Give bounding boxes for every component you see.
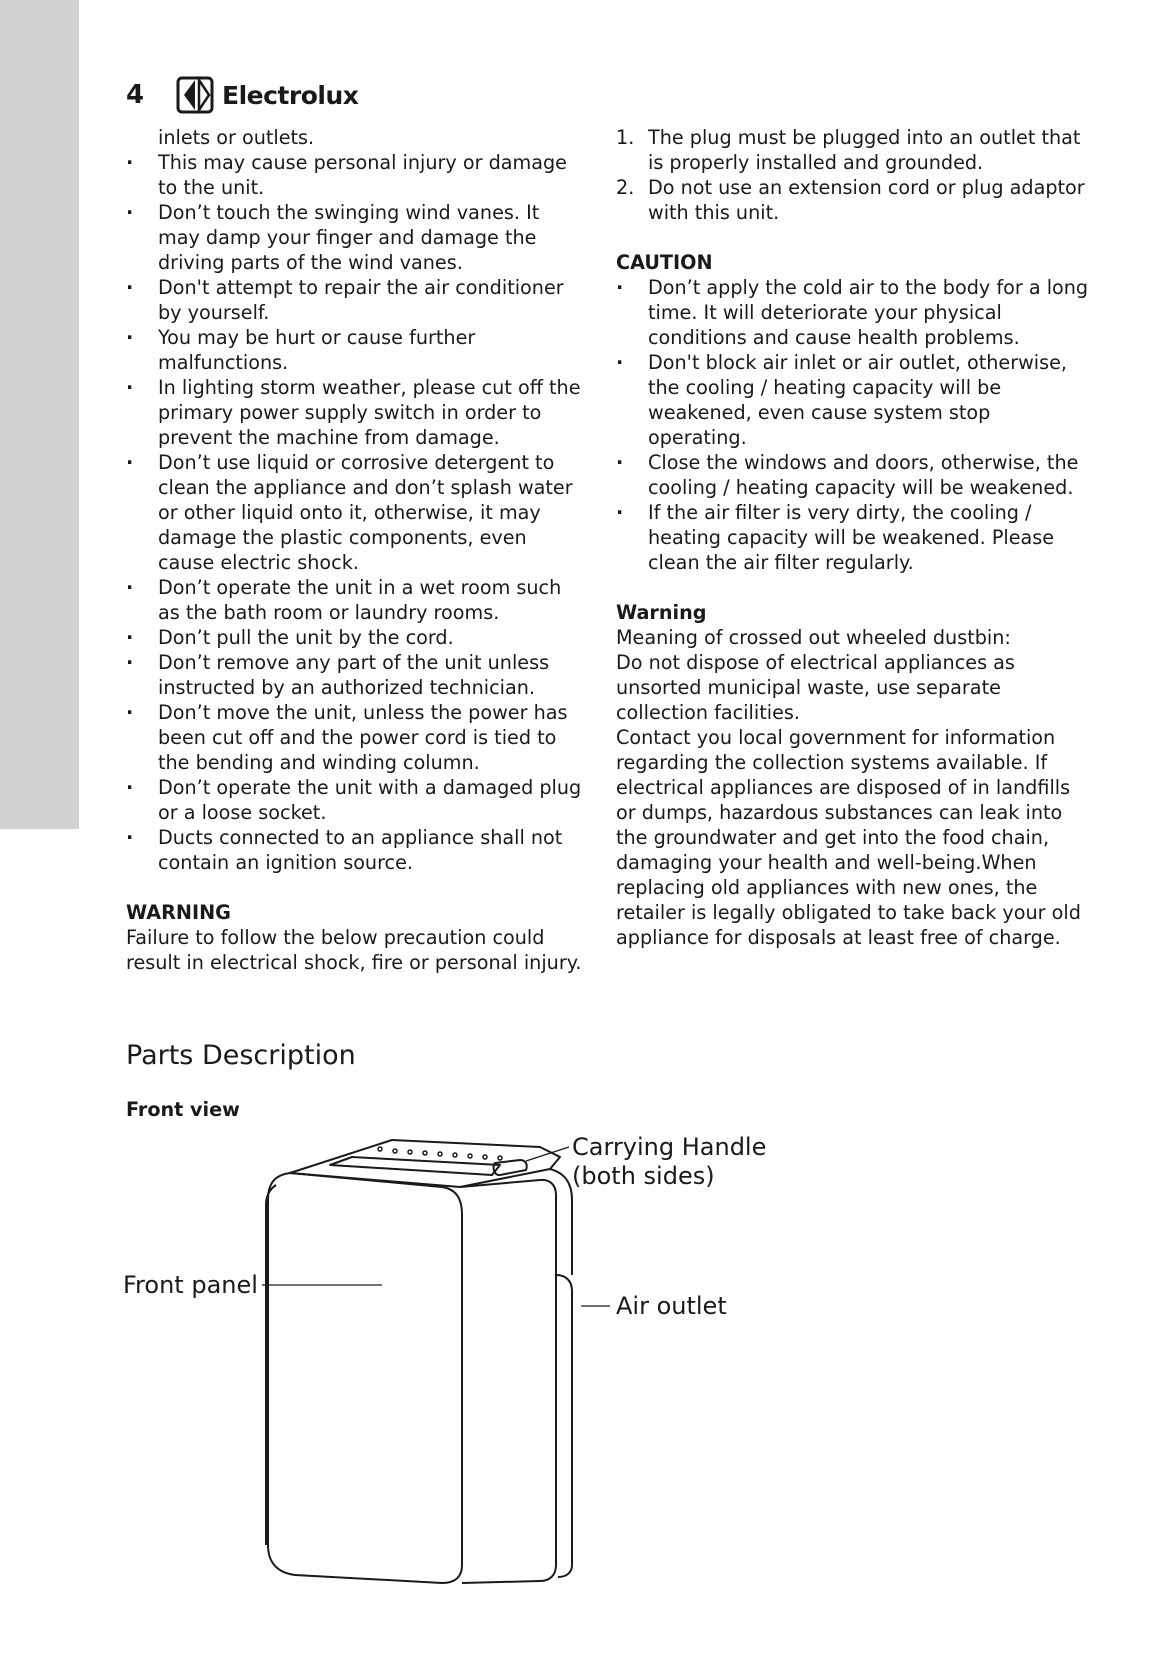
caution-heading: CAUTION [616, 251, 713, 274]
list-item: · Don’t use liquid or corrosive detergent to clean the appliance and don’t splash water or other liquid onto it, otherwise, it may damage the plastic components, even cause electric shock. [126, 450, 586, 575]
list-item: · Ducts connected to an appliance shall not contain an ignition source. [126, 825, 586, 875]
brand-name: Electrolux [222, 80, 359, 110]
page-number: 4 [126, 80, 145, 110]
side-tab [0, 0, 79, 829]
air-conditioner-illustration [266, 1140, 572, 1583]
carrying-handle-label: Carrying Handle [572, 1133, 767, 1161]
front-view-diagram [120, 1125, 840, 1595]
carrying-handle-sub-label: (both sides) [572, 1162, 715, 1190]
air-outlet-side-label: Air outlet [616, 1292, 727, 1320]
list-item: · Don’t touch the swinging wind vanes. It may damp your finger and damage the driving parts of the wind vanes. [126, 200, 586, 275]
list-marker: 1. [616, 126, 635, 149]
air-outlet-top-label [147, 1125, 258, 1126]
list-item: · Don’t operate the unit with a damaged plug or a loose socket. [126, 775, 586, 825]
brand-logo [176, 76, 358, 114]
section-title: Parts Description [126, 1040, 356, 1071]
list-item [616, 175, 1091, 225]
list-item: · Don't attempt to repair the air conditioner by yourself. [126, 275, 586, 325]
list-item: · Don’t move the unit, unless the power has been cut off and the power cord is tied to the bending and winding column. [126, 700, 586, 775]
caution-list [616, 275, 1091, 575]
list-item: · This may cause personal injury or damage to the unit. [126, 150, 586, 200]
list-item-text: The plug must be plugged into an outlet that is properly installed and grounded. [648, 126, 1081, 174]
list-item-text: Do not use an extension cord or plug adaptor with this unit. [648, 176, 1085, 224]
disposal-text: Do not dispose of electrical appliances as unsorted municipal waste, use separate collection facilities. [616, 651, 1015, 724]
warning-text: Failure to follow the below precaution could result in electrical shock, fire or personal injury. [126, 926, 582, 974]
left-column [126, 125, 586, 975]
disposal-warning-heading: Warning [616, 601, 707, 624]
list-item: · Don’t pull the unit by the cord. [126, 625, 586, 650]
list-item: · You may be hurt or cause further malfunctions. [126, 325, 586, 375]
list-item: · If the air filter is very dirty, the cooling / heating capacity will be weakened. Please clean the air filter regularly. [616, 500, 1091, 575]
disposal-text: Meaning of crossed out wheeled dustbin: [616, 626, 1011, 649]
list-item: · In lighting storm weather, please cut off the primary power supply switch in order to prevent the machine from damage. [126, 375, 586, 450]
safety-list [126, 150, 586, 875]
continuation-text: inlets or outlets. [158, 126, 315, 149]
leader-lines [257, 1125, 610, 1306]
front-panel-label: Front panel [123, 1271, 258, 1299]
numbered-list [616, 125, 1091, 225]
list-item: · Don’t remove any part of the unit unless instructed by an authorized technician. [126, 650, 586, 700]
list-item [616, 125, 1091, 175]
front-view-heading: Front view [126, 1098, 240, 1121]
list-item: · Close the windows and doors, otherwise, the cooling / heating capacity will be weakened. [616, 450, 1091, 500]
list-item: · Don’t apply the cold air to the body for a long time. It will deteriorate your physical conditions and cause health problems. [616, 275, 1091, 350]
list-item: · Don't block air inlet or air outlet, otherwise, the cooling / heating capacity will be weakened, even cause system stop operating. [616, 350, 1091, 450]
warning-heading: WARNING [126, 901, 231, 924]
right-column [616, 125, 1091, 950]
list-marker: 2. [616, 176, 635, 199]
electrolux-logo-icon [176, 76, 214, 114]
list-item: · Don’t operate the unit in a wet room such as the bath room or laundry rooms. [126, 575, 586, 625]
control-panel-buttons [378, 1147, 502, 1160]
disposal-text: Contact you local government for information regarding the collection systems available. If electrical appliances are disposed of in landfills or dumps, hazardous substances can leak into the groundwater and get into the food chain, damaging your health and well-being.When replacing old appliances with new ones, the retailer is legally obligated to take back your old appliance for disposals at least free of charge. [616, 726, 1081, 949]
